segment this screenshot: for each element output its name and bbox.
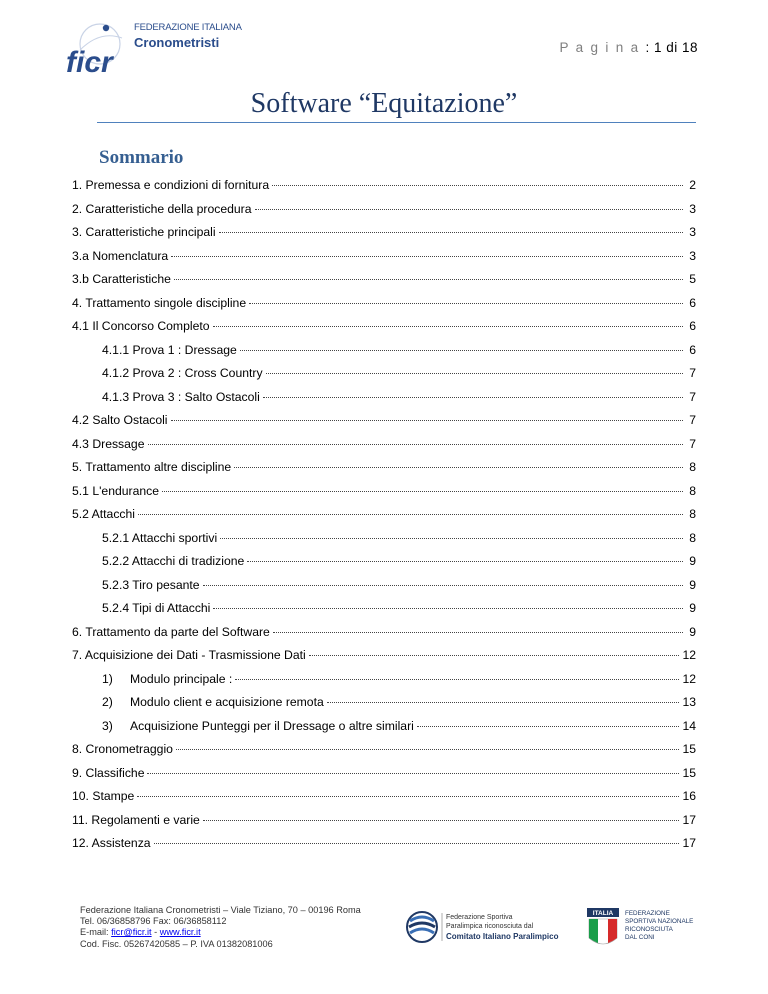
toc-entry[interactable] [72,225,696,249]
toc-entry-page: 17 [682,836,696,850]
toc-entry[interactable] [72,460,696,484]
toc-entry-page: 7 [689,436,696,451]
toc-entry-label: Modulo client e acquisizione remota [130,695,324,709]
toc-entry-label: 7. Acquisizione dei Dati - Trasmissione Dati [72,648,306,662]
toc-entry-label: 5.2 Attacchi [72,507,136,521]
footer-tax-codes: Cod. Fisc. 05267420585 – P. IVA 01382081006 [80,938,273,949]
toc-entry-label: 4. Trattamento singole discipline [72,295,247,310]
toc-entry[interactable] [72,366,696,390]
toc-entry[interactable] [72,531,696,555]
cip-paralympic-logo [402,907,562,947]
toc-dot-leader [171,420,683,421]
toc-dot-leader [272,185,683,186]
toc-dot-leader [213,608,683,609]
footer-separator: - [151,927,160,938]
toc-heading: Sommario [99,147,184,168]
toc-dot-leader [213,326,683,327]
toc-entry[interactable] [72,319,696,343]
toc-dot-leader [203,820,680,821]
toc-entry-label: 4.2 Salto Ostacoli [72,413,168,427]
logo-federation-label: FEDERAZIONE ITALIANA [134,22,242,33]
coni-logo [587,908,697,952]
toc-entry-page: 3 [689,201,696,216]
toc-entry[interactable] [72,390,696,414]
email-prefix: E-mail: [80,927,112,938]
cip-emblem-icon [407,912,437,942]
toc-entry-label: 5. Trattamento altre discipline [72,460,232,474]
toc-dot-leader [234,467,683,468]
toc-entry[interactable] [72,836,696,860]
toc-entry-label: 6. Trattamento da parte del Software [72,624,270,639]
ficr-logo [62,20,242,80]
toc-entry[interactable] [72,437,696,461]
toc-entry-page: 15 [682,765,696,780]
toc-entry-label: 11. Regolamenti e varie [72,812,200,827]
toc-dot-leader [247,561,683,562]
toc-entry[interactable] [72,178,696,202]
toc-entry-page: 3 [689,248,696,263]
toc-entry-page: 17 [682,812,696,827]
toc-entry-page: 6 [689,295,696,310]
svg-text:FEDERAZIONE: FEDERAZIONE [625,910,670,917]
toc-dot-leader [162,491,683,492]
website-link[interactable]: www.ficr.it [159,927,201,938]
toc-entry-label: 10. Stampe [72,789,135,803]
toc-entry[interactable] [72,625,696,649]
toc-dot-leader [327,702,680,703]
toc-entry-page: 6 [689,342,696,357]
toc-entry[interactable] [72,742,696,766]
toc-entry[interactable] [72,672,696,696]
toc-entry-label: 1. Premessa e condizioni di fornitura [72,178,270,192]
toc-entry-label: 4.3 Dressage [72,436,145,451]
toc-entry-label: 9. Classifiche [72,765,145,780]
svg-text:ficr: ficr [66,46,113,79]
toc-entry-label: 3. Caratteristiche principali [72,225,216,239]
footer-phone: Tel. 06/36858796 Fax: 06/36858112 [80,916,227,927]
toc-entry[interactable] [72,578,696,602]
toc-dot-leader [309,655,680,656]
svg-text:RICONOSCIUTA: RICONOSCIUTA [625,926,673,933]
toc-dot-leader [147,773,679,774]
toc-entry-label: 5.2.3 Tiro pesante [102,577,200,592]
toc-entry-label: 12. Assistenza [72,836,151,850]
toc-entry-label: 5.1 L'endurance [72,483,160,498]
toc-entry-page: 7 [689,413,696,427]
document-title: Software “Equitazione” [250,88,518,119]
toc-dot-leader [249,303,683,304]
toc-entry[interactable] [72,789,696,813]
toc-entry[interactable] [72,272,696,296]
svg-text:SPORTIVA NAZIONALE: SPORTIVA NAZIONALE [625,918,694,925]
toc-entry-page: 6 [689,319,696,333]
footer-address: Federazione Italiana Cronometristi – Viale Tiziano, 70 – 00196 Roma [80,905,361,915]
toc-entry[interactable] [72,343,696,367]
toc-entry-page: 12 [682,671,696,686]
toc-entry-label: 4.1.2 Prova 2 : Cross Country [102,366,263,380]
toc-entry-page: 8 [689,483,696,498]
toc-entry-number: 3) [102,718,113,733]
email-link[interactable]: ficr@ficr.it [111,927,152,938]
toc-entry[interactable] [72,554,696,578]
toc-entry-page: 13 [682,695,696,709]
table-of-contents [72,178,696,860]
toc-entry-page: 15 [682,742,696,756]
page-number: : 1 di 18 [645,40,698,55]
toc-entry-page: 7 [689,366,696,380]
toc-entry[interactable] [72,695,696,719]
toc-dot-leader [417,726,680,727]
toc-entry[interactable] [72,719,696,743]
toc-entry-page: 9 [689,624,696,639]
toc-dot-leader [266,373,683,374]
toc-entry-page: 2 [689,178,696,192]
toc-entry[interactable] [72,766,696,790]
toc-dot-leader [137,796,679,797]
toc-entry-label: 2. Caratteristiche della procedura [72,201,252,216]
toc-entry-label: 3.a Nomenclatura [72,248,169,263]
logo-cronometristi-label: Cronometristi [134,35,220,50]
toc-dot-leader [273,632,683,633]
toc-entry-label: 3.b Caratteristiche [72,272,171,286]
toc-dot-leader [235,679,679,680]
toc-entry-page: 12 [682,648,696,662]
toc-entry-label: Modulo principale : [130,671,233,686]
toc-entry[interactable] [72,507,696,531]
toc-entry-label: 8. Cronometraggio [72,742,173,756]
toc-entry-page: 16 [682,789,696,803]
toc-entry-label: 5.2.1 Attacchi sportivi [102,530,218,545]
toc-entry-page: 14 [682,718,696,733]
toc-dot-leader [219,232,683,233]
toc-entry-page: 8 [689,530,696,545]
toc-entry-label: Acquisizione Punteggi per il Dressage o altre similari [130,718,414,733]
svg-text:ITALIA: ITALIA [592,910,614,918]
toc-dot-leader [171,256,683,257]
italy-shield-icon [589,919,617,944]
svg-text:Paralimpica riconosciuta dal: Paralimpica riconosciuta dal [446,923,534,930]
toc-entry-label: 4.1.1 Prova 1 : Dressage [102,342,237,357]
toc-entry-number: 2) [102,695,113,709]
toc-entry-label: 4.1.3 Prova 3 : Salto Ostacoli [102,389,260,404]
toc-entry-page: 8 [689,460,696,474]
toc-dot-leader [220,538,683,539]
toc-entry[interactable] [72,484,696,508]
toc-entry[interactable] [72,249,696,273]
toc-dot-leader [263,397,683,398]
toc-entry-page: 5 [689,272,696,286]
svg-text:DAL CONI: DAL CONI [625,934,655,941]
toc-entry-label: 5.2.4 Tipi di Attacchi [102,601,211,615]
footer-contact [80,905,361,950]
toc-entry-label: 5.2.2 Attacchi di tradizione [102,554,245,568]
ficr-logo-mark [62,20,134,80]
title-underline [97,122,696,123]
toc-dot-leader [174,279,683,280]
toc-dot-leader [154,843,680,844]
toc-entry-page: 3 [689,225,696,239]
toc-dot-leader [240,350,683,351]
footer-email-line [80,927,361,938]
toc-dot-leader [255,209,683,210]
toc-entry-page: 8 [689,507,696,521]
toc-entry-page: 9 [689,577,696,592]
svg-text:Comitato Italiano Paralimpico: Comitato Italiano Paralimpico [446,932,559,941]
toc-dot-leader [148,444,684,445]
svg-text:Federazione Sportiva: Federazione Sportiva [446,914,513,921]
toc-dot-leader [203,585,683,586]
toc-entry[interactable] [72,601,696,625]
toc-entry[interactable] [72,648,696,672]
page-indicator [560,40,698,55]
toc-entry[interactable] [72,813,696,837]
toc-entry-number: 1) [102,671,113,686]
toc-dot-leader [176,749,679,750]
toc-entry-label: 4.1 Il Concorso Completo [72,319,210,333]
toc-entry-page: 7 [689,389,696,404]
toc-entry[interactable] [72,296,696,320]
toc-dot-leader [138,514,683,515]
page-prefix: P a g i n a [559,40,640,55]
toc-entry[interactable] [72,202,696,226]
toc-entry-page: 9 [689,554,696,568]
toc-entry-page: 9 [689,601,696,615]
toc-entry[interactable] [72,413,696,437]
